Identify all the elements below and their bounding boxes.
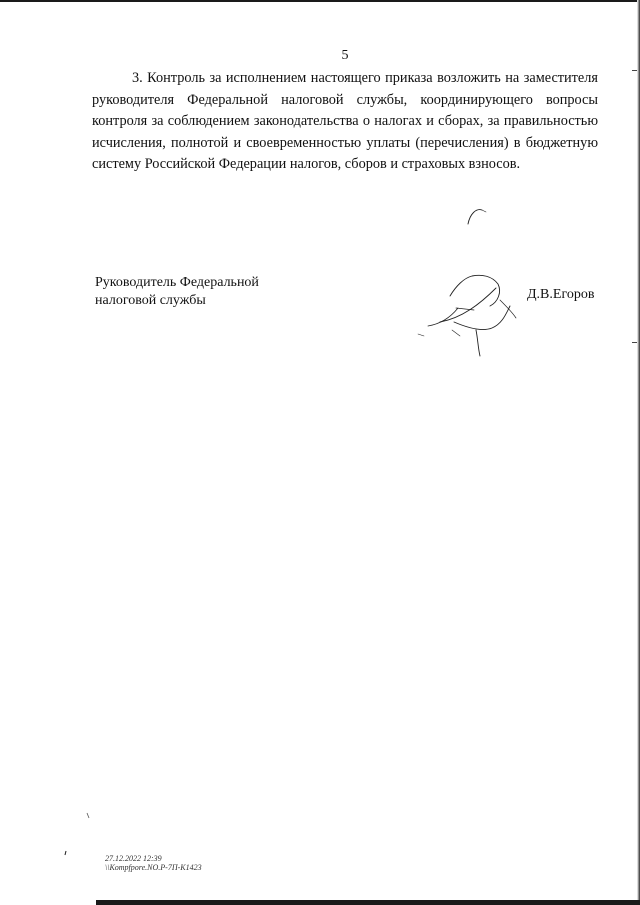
scan-speck [64, 850, 67, 856]
signer-title-line: Руководитель Федеральной [95, 275, 259, 290]
signer-title [95, 274, 259, 310]
footer-file-path: \\Kompfpore.NO.P-7П-K1423 [105, 863, 202, 872]
scan-edge-mark [632, 342, 637, 343]
scan-speck [86, 812, 90, 820]
signer-name: Д.В.Егоров [527, 287, 595, 302]
signer-title-line: налоговой службы [95, 293, 206, 308]
order-clause-paragraph: 3. Контроль за исполнением настоящего приказа возложить на заместителя руководителя Федеральной налоговой службы, координирующего вопросы контроля за соблюдением законодательства о налогах и сборах, за правильностью исчисления, полнотой и своевременностью уплаты (перечисления) в бюджетную систему Российской Федерации налогов, сборов и страховых взносов. [92, 70, 598, 172]
scan-edge-top [0, 0, 640, 2]
scan-edge-bottom [96, 900, 640, 905]
scan-edge-mark [632, 70, 637, 71]
handwritten-signature [410, 200, 550, 370]
footer-registration-note [105, 854, 202, 872]
footer-timestamp: 27.12.2022 12:39 [105, 854, 162, 863]
page-number: 5 [341, 48, 349, 63]
